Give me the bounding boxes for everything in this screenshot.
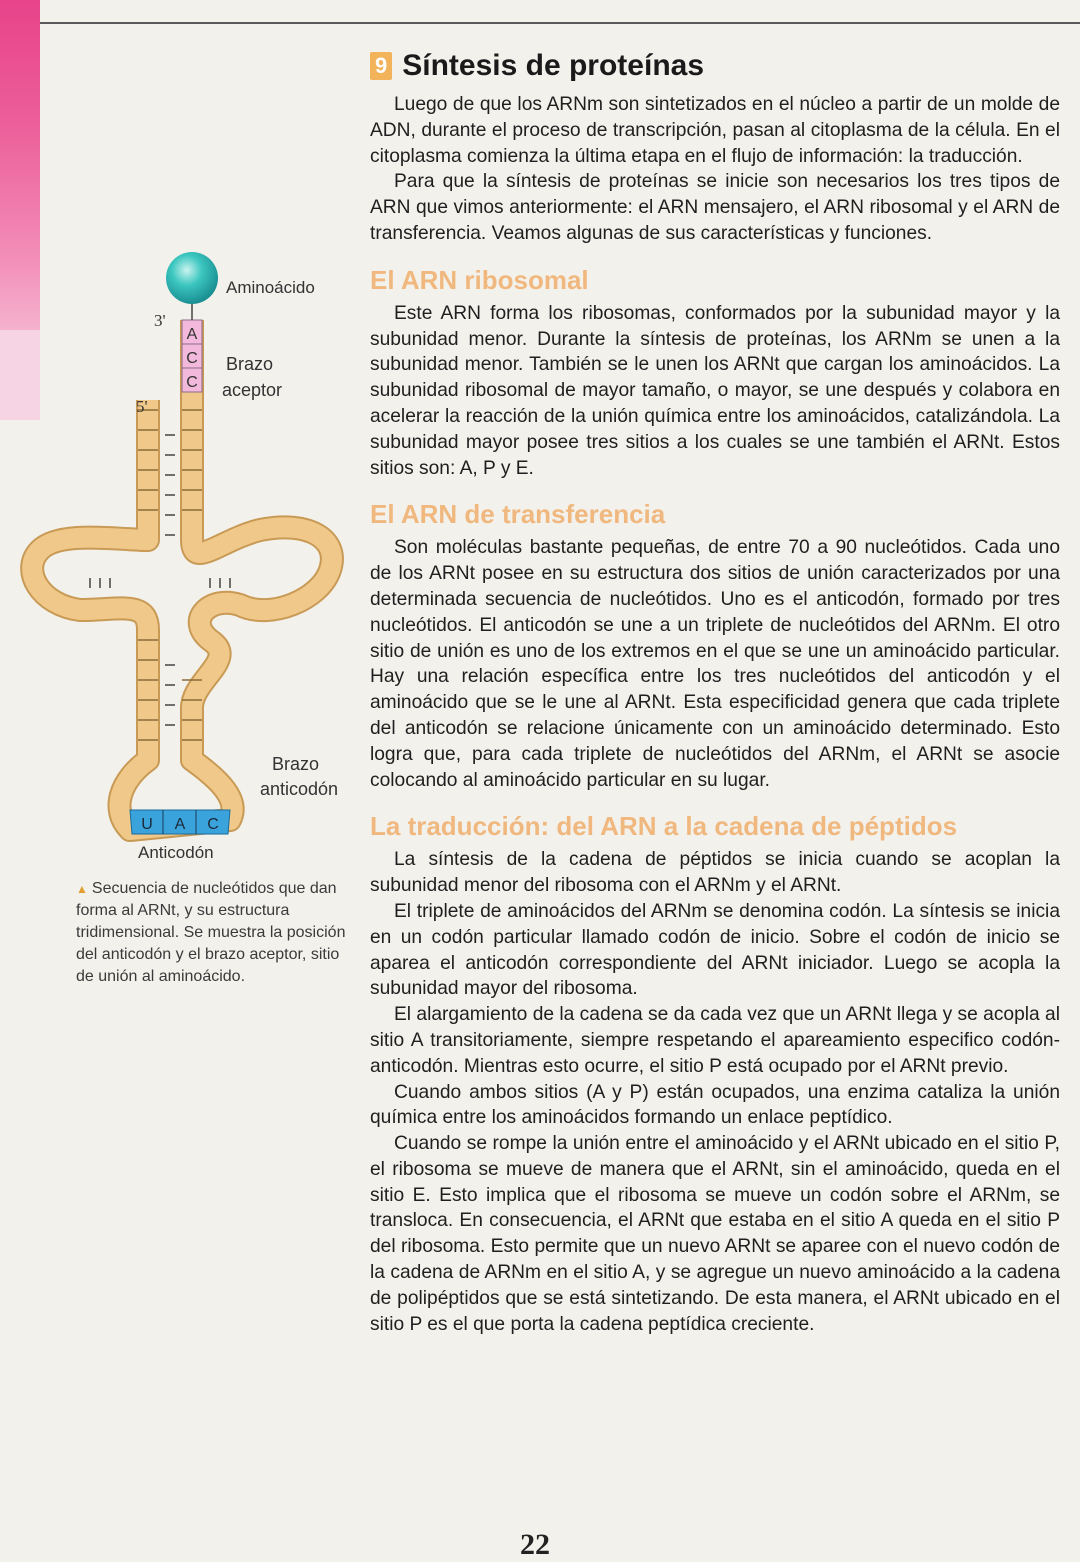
section-title-text: Síntesis de proteínas <box>402 49 705 82</box>
figure-caption <box>76 878 346 988</box>
traduccion-paragraph-1: La síntesis de la cadena de péptidos se inicia cuando se acoplan la subunidad menor del ribosoma con el ARNm y el ARNt. <box>370 849 1060 897</box>
page-number: 22 <box>520 1528 550 1561</box>
intro-paragraph-2: Para que la síntesis de proteínas se inicie son necesarios los tres tipos de ARN que vimos anteriormente: el ARN mensajero, el ARN ribosomal y el ARN de transferencia. Veamos algunas de sus características y funciones. <box>370 171 1060 244</box>
anticodon-base-2: A <box>174 816 186 833</box>
transferencia-paragraph: Son moléculas bastante pequeñas, de entre 70 a 90 nucleótidos. Cada uno de los ARNt posee en su estructura dos sitios de unión caracterizados por una determinada secuencia de nucleótidos. Uno es el anticodón, formado por tres nucleótidos. El anticodón se une a un triplete de nucleótidos del ARNm. El otro sitio de unión es uno de los extremos en el que se une un aminoácido particular. Hay una relación específica entre los tres nucleótidos del anticodón y el aminoácido que se le une al ARNt. Esta especificidad genera que cada triplete del anticodón se relacione únicamente con un aminoácido determinado. Esto logra que, para cada triplete de nucleótidos del ARNm, el ARNt se asocie colocando al aminoácido particular en su lugar. <box>370 537 1060 791</box>
label-brazo-aceptor-1: Brazo <box>226 354 274 374</box>
acceptor-base-1: A <box>186 326 198 343</box>
heading-arn-transferencia: El ARN de transferencia <box>370 499 666 530</box>
anticodon-base-1: U <box>141 816 153 833</box>
label-5-prime: 5' <box>136 397 148 416</box>
section-number-badge: 9 <box>370 52 392 80</box>
anticodon-sequence <box>130 810 230 834</box>
trna-diagram <box>20 240 360 880</box>
traduccion-paragraph-2: El triplete de aminoácidos del ARNm se denomina codón. La síntesis se inicia en un codón particular llamado codón de inicio. Sobre el codón de inicio se aparea el anticodón correspondiente del ARNt iniciador. Luego se acopla la subunidad mayor del ribosoma. <box>370 900 1060 1000</box>
acceptor-base-2: C <box>186 350 198 367</box>
traduccion-paragraph-5: Cuando se rompe la unión entre el aminoácido y el ARNt ubicado en el sitio P, el ribosoma se mueve de manera que el ARNt, sin el aminoácido, queda en el sitio E. Esto implica que el ribosoma se mueve un codón sobre el ARNm, se transloca. En consecuencia, el ARNt que estaba en el sitio A queda en el sitio P del ribosoma. Esto permite que un nuevo ARNt se aparee con el nuevo codón de la cadena de ARNm en el sitio A, y se agregue un nuevo aminoácido a la cadena de polipéptidos que se está sintetizando. De esta manera, el ARNt ubicado en el sitio P es el que porta la cadena peptídica creciente. <box>370 1133 1060 1335</box>
label-brazo-aceptor-2: aceptor <box>222 380 283 400</box>
intro-paragraph-1: Luego de que los ARNm son sintetizados en el núcleo a partir de un molde de ADN, durante el proceso de transcripción, pasan al citoplasma de la célula. En el citoplasma comienza la última etapa en el flujo de información: la traducción. <box>370 94 1060 167</box>
traduccion-paragraph-3: El alargamiento de la cadena se da cada vez que un ARNt llega y se acopla al sitio A transitoriamente, siempre respetando el apareamiento especifico codón-anticodón. Mientras esto ocurre, el sitio P está ocupado por el ARNt previo. <box>370 1004 1060 1077</box>
amino-acid-sphere <box>166 252 218 304</box>
heading-traduccion: La traducción: del ARN a la cadena de péptidos <box>370 811 958 842</box>
anticodon-base-3: C <box>207 816 219 833</box>
heading-arn-ribosomal: El ARN ribosomal <box>370 264 589 295</box>
header-rule <box>40 22 1080 24</box>
label-anticodon: Anticodón <box>138 843 214 862</box>
acceptor-base-3: C <box>186 374 198 391</box>
label-3-prime: 3' <box>154 311 166 330</box>
caption-triangle-icon: ▲ <box>76 882 88 896</box>
main-content <box>370 46 1060 1337</box>
caption-text: Secuencia de nucleótidos que dan forma al ARNt, y su estructura tridimensional. Se muestra la posición del anticodón y el brazo aceptor, sitio de unión al aminoácido. <box>76 880 346 985</box>
ribosomal-paragraph: Este ARN forma los ribosomas, conformados por la subunidad mayor y la subunidad menor. Durante la síntesis de proteínas, los ARNm se unen a la subunidad menor. También se le unen los ARNt que cargan los aminoácidos. La subunidad ribosomal de mayor tamaño, o mayor, se une después y colabora en acelerar la reacción de la unión química entre los aminoácidos, catalizándola. La subunidad mayor posee tres sitios a los cuales se une también el ARNt. Estos sitios son: A, P y E. <box>370 302 1060 479</box>
traduccion-paragraph-4: Cuando ambos sitios (A y P) están ocupados, una enzima cataliza la unión química entre los aminoácidos formando un enlace peptídico. <box>370 1081 1060 1129</box>
label-aminoacido: Aminoácido <box>226 278 315 297</box>
label-brazo-anticodon-2: anticodón <box>260 779 339 799</box>
acceptor-sequence <box>182 320 202 392</box>
section-title <box>370 46 1060 86</box>
label-brazo-anticodon-1: Brazo <box>272 754 320 774</box>
